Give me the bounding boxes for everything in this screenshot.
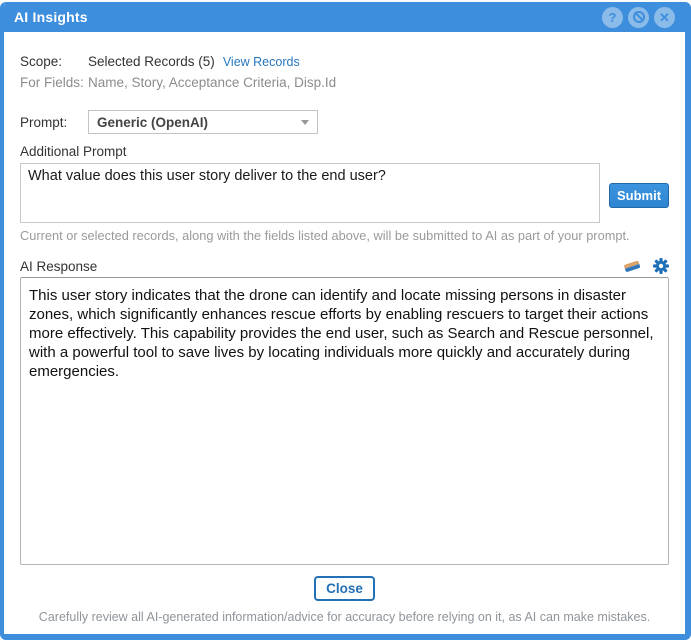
help-icon-glyph: ? xyxy=(608,9,617,25)
slash-circle-glyph xyxy=(633,11,645,23)
eraser-icon[interactable] xyxy=(623,258,642,274)
help-icon[interactable] xyxy=(602,7,623,28)
additional-prompt-label: Additional Prompt xyxy=(20,144,127,159)
scope-value: Selected Records (5) xyxy=(88,54,215,69)
ai-response-header xyxy=(20,257,669,275)
close-icon-glyph: ✕ xyxy=(659,9,670,25)
additional-prompt-input[interactable] xyxy=(20,163,600,223)
prompt-dropdown-value: Generic (OpenAI) xyxy=(97,114,209,130)
dialog-titlebar[interactable] xyxy=(4,2,685,32)
for-fields-label: For Fields: xyxy=(20,75,84,90)
for-fields-value: Name, Story, Acceptance Criteria, Disp.Id xyxy=(88,75,337,90)
prompt-dropdown[interactable] xyxy=(88,110,318,134)
ai-response-output[interactable] xyxy=(20,277,669,565)
additional-prompt-area xyxy=(20,163,669,223)
footer-button-row xyxy=(20,576,669,601)
disclaimer-text: Carefully review all AI-generated information/advice for accuracy before relying on it, as AI can make mistakes. xyxy=(38,610,651,624)
gear-icon-glyph xyxy=(653,258,669,274)
scope-label: Scope: xyxy=(20,54,63,69)
prompt-helper-text: Current or selected records, along with the fields listed above, will be submitted to AI as part of your prompt. xyxy=(20,228,630,243)
popout-disable-icon[interactable] xyxy=(628,7,649,28)
for-fields-row xyxy=(20,75,669,90)
scope-row xyxy=(20,54,669,69)
ai-response-label: AI Response xyxy=(20,258,98,274)
prompt-row xyxy=(20,110,669,134)
eraser-icon-glyph xyxy=(623,258,642,274)
submit-button[interactable]: Submit xyxy=(609,183,669,208)
dialog-title: AI Insights xyxy=(14,9,88,25)
view-records-link[interactable]: View Records xyxy=(222,55,300,69)
dialog-content xyxy=(4,54,685,640)
ai-insights-dialog xyxy=(0,2,691,640)
chevron-down-icon xyxy=(301,120,309,125)
titlebar-icons xyxy=(602,7,675,28)
prompt-label: Prompt: xyxy=(20,114,68,130)
close-icon[interactable] xyxy=(654,7,675,28)
gear-icon[interactable] xyxy=(653,258,669,274)
close-button[interactable]: Close xyxy=(314,576,375,601)
ai-response-toolbar xyxy=(623,258,669,274)
